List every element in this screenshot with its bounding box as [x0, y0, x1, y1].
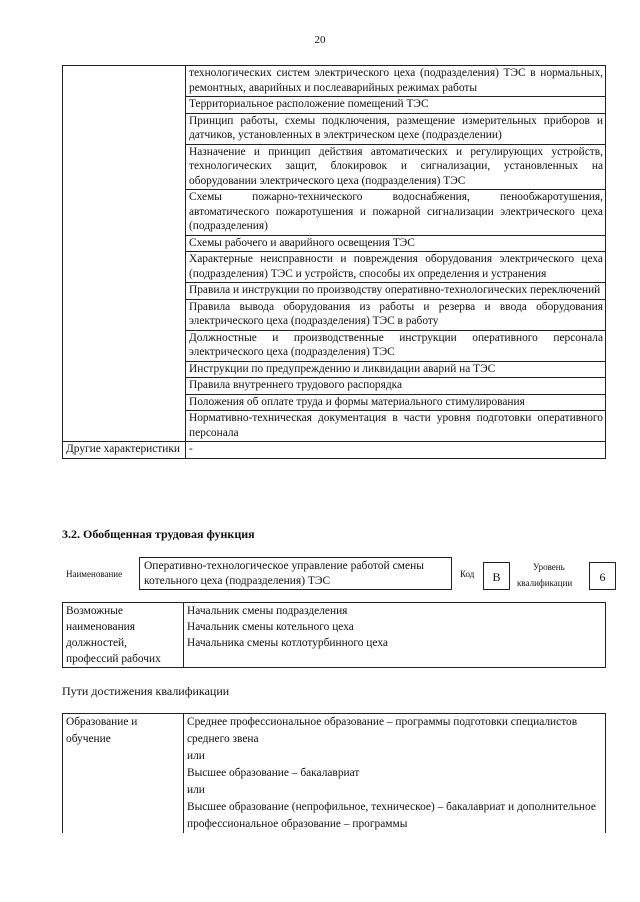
list-item: Начальника смены котлотурбинного цеха — [187, 637, 388, 649]
other-characteristics-value: - — [186, 442, 606, 459]
table-cell: Правила вывода оборудования из работы и резерва и ввода оборудования электрического цеха (подразделения) ТЭС в работу — [186, 299, 606, 330]
table-row — [63, 66, 606, 97]
education-table — [62, 713, 606, 833]
table-cell: Положения об оплате труда и формы материального стимулирования — [186, 394, 606, 411]
code-label: Код — [460, 569, 475, 579]
list-item: Высшее образование (непрофильное, техническое) – бакалавриат и дополнительное профессиональное образование – программы — [187, 801, 596, 830]
section-title: 3.2. Обобщенная трудовая функция — [62, 527, 255, 541]
list-item: Начальник смены котельного цеха — [187, 621, 354, 633]
education-label: Образование и обучение — [63, 714, 184, 834]
level-label-line1: Уровень — [533, 562, 565, 572]
table-cell: Территориальное расположение помещений ТЭС — [186, 97, 606, 114]
table-cell: Схемы рабочего и аварийного освещения ТЭС — [186, 235, 606, 252]
list-item: Высшее образование – бакалавриат — [187, 767, 360, 779]
level-label-line2: квалификации — [517, 578, 573, 588]
table-cell: Нормативно-техническая документация в части уровня подготовки оперативного персонала — [186, 411, 606, 442]
table-row — [63, 714, 606, 834]
list-item: или — [187, 750, 205, 762]
positions-label: Возможные наименования должностей, профессий рабочих — [63, 603, 184, 668]
table-row — [63, 603, 606, 668]
table-cell: Правила внутреннего трудового распорядка — [186, 378, 606, 395]
education-lines — [184, 714, 606, 834]
other-characteristics-label: Другие характеристики — [63, 442, 186, 459]
code-value-box: B — [483, 562, 510, 590]
table-cell: технологических систем электрического цеха (подразделения) ТЭС в нормальных, ремонтных, аварийных и послеаварийных режимах работы — [186, 66, 606, 97]
page-number: 20 — [314, 34, 326, 46]
knowledge-table — [62, 65, 606, 459]
table-cell: Характерные неисправности и повреждения оборудования электрического цеха (подразделения) ТЭС и устройств, способы их определения и устранения — [186, 252, 606, 283]
table-cell: Должностные и производственные инструкции оперативного персонала электрического цеха (подразделения) ТЭС — [186, 330, 606, 361]
list-item: или — [187, 784, 205, 796]
list-item: Начальник смены подразделения — [187, 605, 348, 617]
positions-table — [62, 602, 606, 668]
table-cell: Правила и инструкции по производству оперативно-технологических переключений — [186, 283, 606, 300]
table-cell: Принцип работы, схемы подключения, размещение измерительных приборов и датчиков, установленных в электрическом цехе (подразделении) — [186, 113, 606, 144]
table-cell: Схемы пожарно-технического водоснабжения, пенообжаротушения, автоматического пожаротушения и пожарной сигнализации электрического цеха (подразделения) — [186, 190, 606, 236]
positions-list — [184, 603, 606, 668]
paths-title: Пути достижения квалификации — [62, 684, 230, 698]
level-value-box: 6 — [589, 562, 616, 590]
table-cell: Назначение и принцип действия автоматических и регулирующих устройств, технологических защит, блокировок и сигнализации, установленных на оборудовании электрического цеха (подразделения) ТЭС — [186, 144, 606, 190]
table-cell-label-empty — [63, 66, 186, 442]
function-name-box: Оперативно-технологическое управление работой смены котельного цеха (подразделения) ТЭС — [139, 557, 452, 590]
table-row — [63, 442, 606, 459]
list-item: Среднее профессиональное образование – программы подготовки специалистов среднего звена — [187, 716, 578, 745]
table-cell: Инструкции по предупреждению и ликвидации аварий на ТЭС — [186, 361, 606, 378]
name-label: Наименование — [66, 569, 123, 579]
